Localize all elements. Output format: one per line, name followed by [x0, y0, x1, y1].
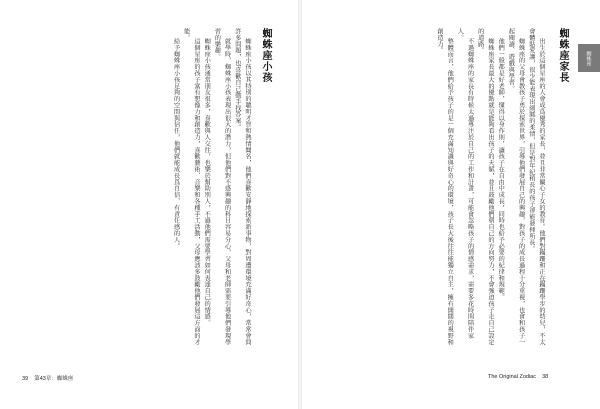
paragraph: 蜘蛛座的父母會教孩子勇於探索世界，引導他們發展自己的興趣，對孩子的成長過程十分重視，也會和孩子一起閱讀、遊戲與學習。 [507, 28, 525, 346]
right-page-footer [488, 374, 548, 380]
paragraph: 就學時，蜘蛛座小孩表現出很大的潛力，但他們對不感興趣的科目容易分心，父母和老師需要引導他們發現學習的樂趣。 [213, 28, 231, 346]
left-page [0, 0, 298, 409]
chapter-tab: 蜘蛛座 [578, 44, 600, 72]
paragraph: 這個星座的孩子富有想像力和創造力，喜歡藝術、音樂和各種手工活動，父母應該多鼓勵他們發展這方面的才能。 [182, 28, 200, 346]
running-title: The Original Zodiac [488, 374, 536, 380]
paragraph: 蜘蛛座家長最大的優點就是能夠看出孩子的天賦，並且鼓勵他們朝自己的方向努力，不會強迫孩子走自己設定的道路。 [476, 28, 494, 346]
page-number: 39 [22, 376, 29, 382]
page-number: 38 [542, 374, 549, 380]
paragraph: 蜘蛛座小孩以其特別的聰明才智和熱情聞名，他們喜歡安靜地探索新事物，對周遭環境充滿好奇心，常常會問許多問題，也喜歡自己動手找答案。 [233, 28, 251, 346]
paragraph: 蜘蛛座小孩通常朋友很多，喜歡與人交往，也樂於幫助別人，不過他們需要學習如何表達自己的情感。 [203, 37, 211, 326]
left-page-body [36, 28, 252, 346]
right-page [302, 0, 600, 409]
left-page-heading: 蜘蛛座小孩 [260, 28, 271, 83]
paragraph: 不過蜘蛛座的家長有時候太過專注於自己的工作和計畫，可能會忽略孩子的情感需求，需要多花時間陪伴家人。 [456, 28, 474, 339]
running-title: 第43章：蜘蛛座 [34, 376, 74, 382]
right-page-heading: 蜘蛛座家長 [557, 28, 568, 83]
paragraph: 給予蜘蛛座小孩足夠的空間與信任，他們就能成長爲自信、有責任感的人。 [172, 37, 180, 250]
paragraph: 他們一般都是好老師，懂得以身作則，讓孩子在自由中成長，同時也給予必要的紀律和規範。 [497, 37, 505, 301]
paragraph: 整體而言，他們給予孩子的是一個充滿知識與好奇心的環境，孩子長大後往往能獨立自主，擁有開闊的視野和創造力。 [435, 28, 454, 346]
paragraph: 出生於這個星座的人會成爲優秀的家長，並且非常關心子女的教育。他們對蹣跚和正在蹣跚學步的幼兒，不太會體貼愛護，很少能表現出細膩的柔情，但是對年紀稍長的孩子卻能發揮所長。 [527, 28, 545, 346]
right-page-body [314, 28, 546, 346]
left-page-footer [22, 374, 73, 382]
